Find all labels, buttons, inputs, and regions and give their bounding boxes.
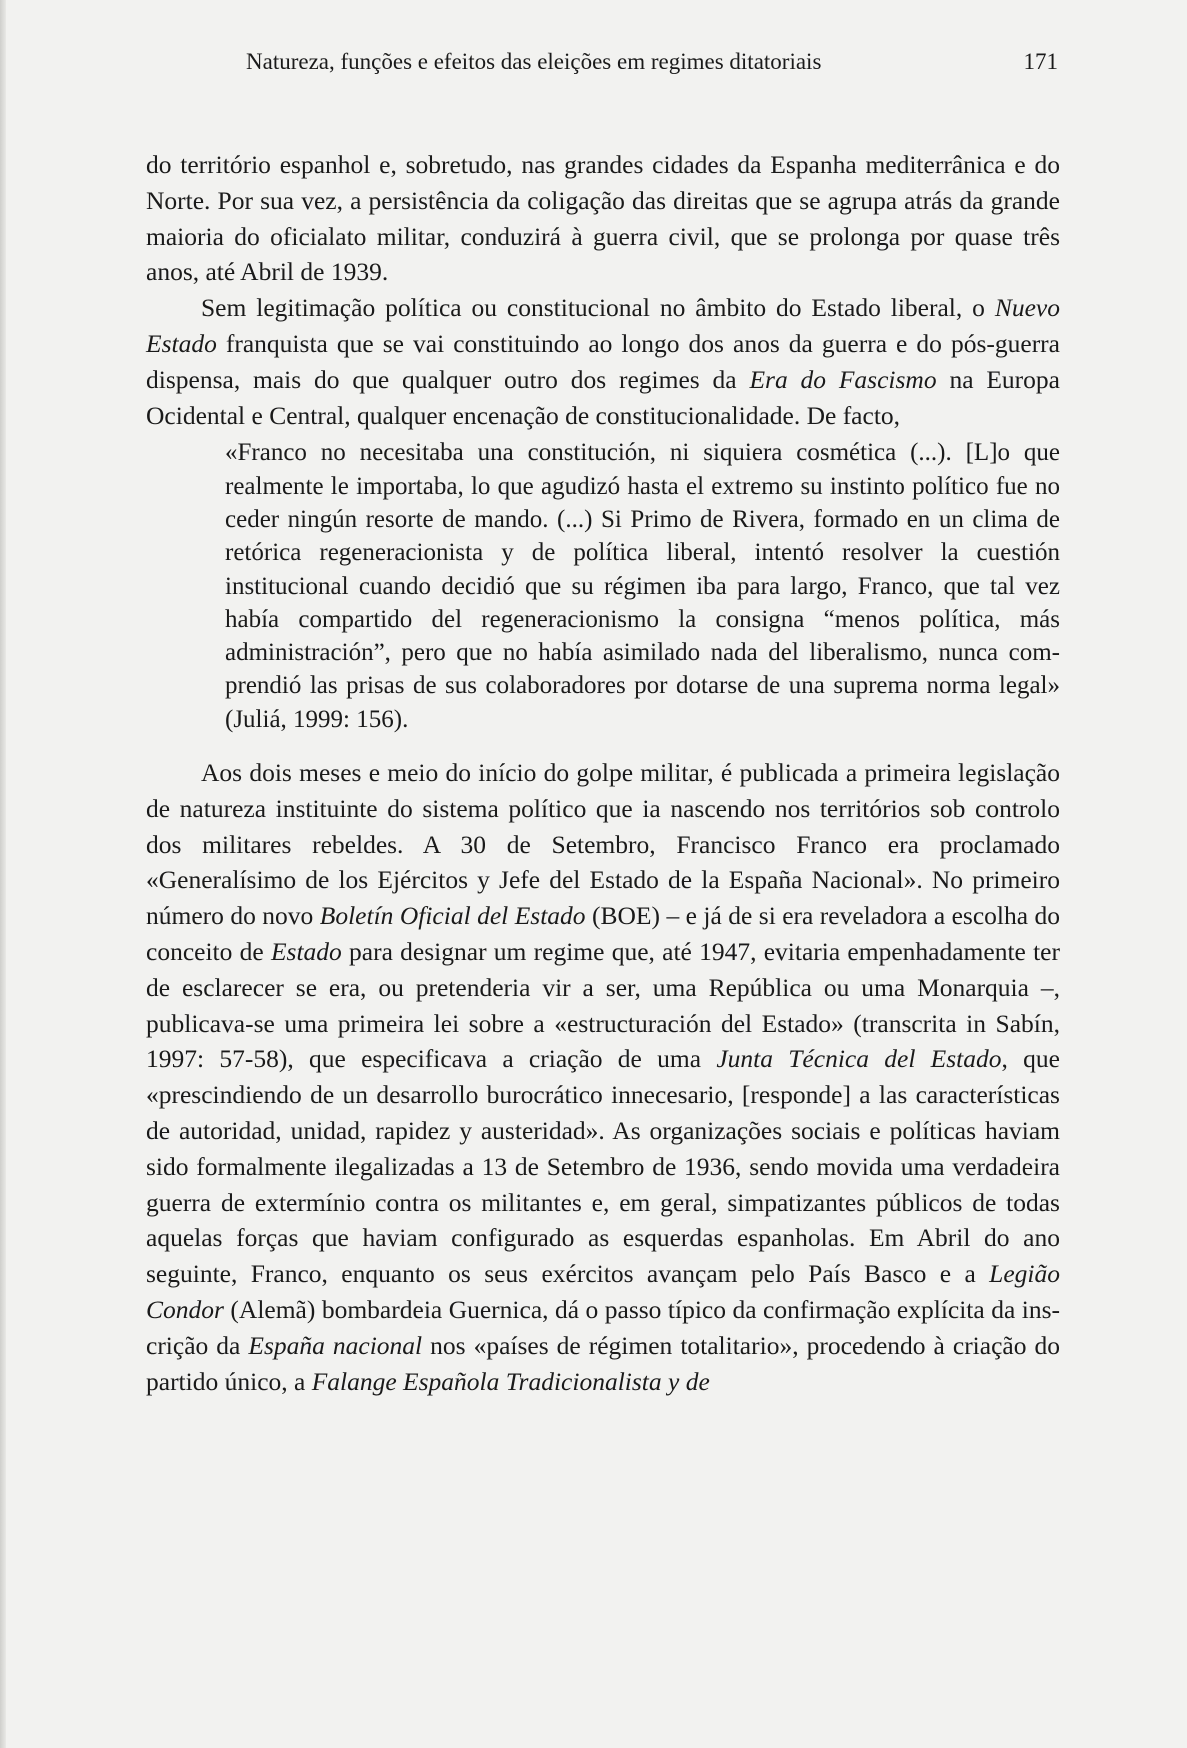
italic-estado: Estado: [270, 937, 342, 967]
body-text: [146, 147, 1060, 1399]
italic-espana-nacional: España nacional: [248, 1330, 423, 1360]
italic-era-do-fascismo: Era do Fascismo: [749, 364, 937, 394]
paragraph-2-text-a: Sem legitimação política ou constitucional no âmbito do Estado liberal, o: [201, 293, 995, 323]
italic-falange: Falange Española Tradicionalista y de: [311, 1366, 710, 1396]
page-number: 171: [1023, 49, 1058, 74]
italic-legiao-condor: Legião Condor: [146, 1259, 1060, 1324]
paragraph-1-text: do território espanhol e, sobretudo, nas grandes cidades da Espanha mediterrânica e do Norte. Por sua vez, a persistência da coligação das direitas que se agrupa atrás da grande maioria do oficialato militar, conduzirá à guerra civil, que se prolonga por quase três anos, até Abril de 1939.: [146, 150, 1060, 287]
paragraph-3-text-a: Aos dois meses e meio do início do golpe militar, é publicada a primeira legislação de natureza instituinte do sistema político que ia nascendo nos territórios sob controlo dos militares rebeldes. A 30 de Setembro, Francisco Franco era proclamado «Generalísimo de los Ejércitos y Jefe del Estado de la España Nacional». No primeiro número do novo: [146, 758, 1060, 931]
italic-junta-tecnica: Junta Técnica del Estado: [716, 1044, 1002, 1074]
paragraph-3-text-c: para designar um regime que, até 1947, evitaria empenhadamente ter de esclarecer se era, ou pretenderia vir a ser, uma República ou uma Monarquia –, publicava-se uma primeira lei sobre a «estructuración del Estado» (transcrita in Sabín, 1997: 57-58), que especificava a criação de uma: [146, 937, 1060, 1074]
italic-nuevo-estado: Nuevo Estado: [146, 293, 1060, 358]
paragraph-3-text-f: nos «países de régimen totalitario», procedendo à criação do partido único, a: [146, 1330, 1060, 1396]
paragraph-1: [146, 147, 1060, 290]
paragraph-3-text-d: , que «prescindiendo de un desarrollo burocrático innecesario, [responde] a las características de autoridad, unidad, rapidez y austeridad». As organizações sociais e políticas haviam sido formalmente ilegalizadas a 13 de Setembro de 1936, sendo movida uma verdadeira guerra de extermínio contra os militantes e, em geral, simpatizantes públicos de todas aquelas forças que haviam configurado as esquerdas espanholas. Em Abril do ano seguinte, Franco, enquanto os seus exércitos avançam pelo País Basco e a: [146, 1044, 1060, 1289]
paragraph-2: [146, 290, 1060, 433]
block-quote: [225, 433, 1060, 755]
paragraph-3-text-b: (BOE) – e já de si era reveladora a escolha do conceito de: [146, 901, 1061, 967]
paragraph-3-text-e: (Alemã) bombardeia Guernica, dá o passo típico da confirmação explícita da inscrição da: [146, 1295, 1060, 1360]
paragraph-3: [146, 755, 1060, 1399]
running-title: Natureza, funções e efeitos das eleições em regimes ditatoriais: [246, 49, 822, 74]
block-quote-text: «Franco no necesitaba una constitución, ni siquiera cosmética (...). [L]o que realmente le importaba, lo que agudizó hasta el extremo su instinto político fue no ceder ningún resorte de mando. (...) Si Primo de Rivera, formado en un clima de retórica regeneracionista y de política liberal, intentó resolver la cuestión institucional cuando decidió que su régimen iba para largo, Franco, que tal vez había compartido del regeneracionismo la consigna “menos política, más administración”, pero que no había asimilado nada del liberalismo, nunca comprendió las prisas de sus colaboradores por dotarse de una suprema norma legal» (Juliá, 1999: 156).: [225, 439, 1060, 733]
paragraph-2-text-b: franquista que se vai constituindo ao longo dos anos da guerra e do pós-guerra dispensa, mais do que qualquer outro dos regimes da: [146, 328, 1060, 394]
paragraph-2-text-c: na Europa Ocidental e Central, qualquer encenação de constitucionalidade. De facto,: [146, 364, 1060, 430]
italic-boletin-oficial: Boletín Oficial del Estado: [319, 901, 586, 931]
